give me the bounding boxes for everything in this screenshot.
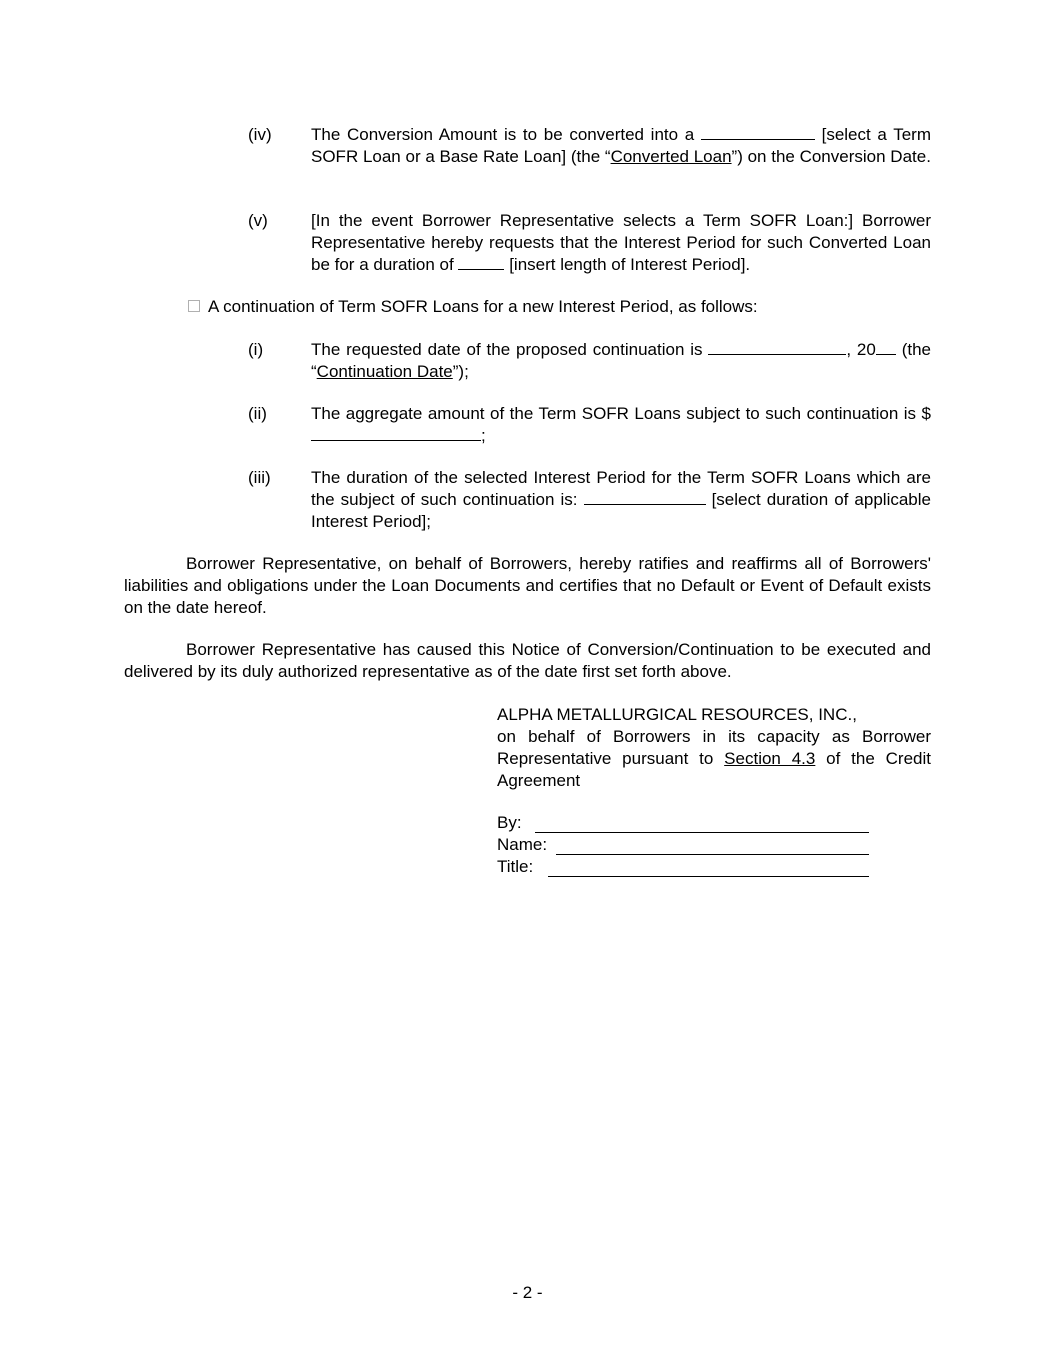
page-number: - 2 - — [512, 1283, 543, 1302]
item-number: (v) — [248, 211, 268, 230]
continuation-date-blank[interactable] — [708, 339, 846, 355]
defined-term-converted-loan: Converted Loan — [610, 147, 732, 166]
continuation-option — [188, 296, 758, 318]
item-text: The Conversion Amount is to be converted into a [select a Term SOFR Loan or a Base Rate Loan] (the “Converted Loan”) on the Conversion Date. — [311, 125, 931, 166]
item-number: (ii) — [248, 404, 267, 423]
by-signature-line[interactable] — [535, 832, 869, 833]
interest-period-length-blank[interactable] — [458, 254, 504, 270]
aggregate-amount-blank[interactable] — [311, 425, 481, 441]
item-number: (iv) — [248, 125, 272, 144]
converted-loan-type-blank[interactable] — [701, 124, 815, 140]
company-name: ALPHA METALLURGICAL RESOURCES, INC., — [497, 705, 857, 724]
execution-paragraph: Borrower Representative has caused this Notice of Conversion/Continuation to be executed and delivered by its duly authorized representative as of the date first set forth above. — [124, 640, 931, 681]
by-label: By: — [497, 813, 522, 832]
interest-period-duration-blank[interactable] — [584, 489, 706, 505]
section-reference: Section 4.3 — [724, 749, 816, 768]
ratification-paragraph: Borrower Representative, on behalf of Borrowers, hereby ratifies and reaffirms all of Borrowers' liabilities and obligations under the Loan Documents and certifies that no Default or Event of Default exists on the date hereof. — [124, 554, 931, 617]
defined-term-continuation-date: Continuation Date — [316, 362, 453, 381]
name-signature-line[interactable] — [556, 854, 869, 855]
item-text: [In the event Borrower Representative selects a Term SOFR Loan:] Borrower Representative hereby requests that the Interest Period for such Converted Loan be for a duration of [insert length of Interest Period]. — [311, 211, 931, 274]
item-text: The requested date of the proposed continuation is , 20 (the “Continuation Date”); — [311, 340, 931, 381]
year-blank[interactable] — [876, 339, 896, 355]
signature-capacity: on behalf of Borrowers in its capacity as Borrower Representative pursuant to Section 4.3 of the Credit Agreement — [497, 727, 931, 790]
continuation-header: A continuation of Term SOFR Loans for a new Interest Period, as follows: — [208, 297, 758, 316]
title-label: Title: — [497, 857, 534, 876]
title-signature-line[interactable] — [548, 876, 869, 877]
item-number: (iii) — [248, 468, 271, 487]
signature-block — [497, 704, 931, 792]
item-text: The duration of the selected Interest Period for the Term SOFR Loans which are the subject of such continuation is: [select duration of applicable Interest Period]; — [311, 468, 931, 531]
name-label: Name: — [497, 835, 548, 854]
continuation-checkbox[interactable] — [188, 300, 200, 312]
item-number: (i) — [248, 340, 264, 359]
item-text: The aggregate amount of the Term SOFR Loans subject to such continuation is $; — [311, 404, 931, 445]
